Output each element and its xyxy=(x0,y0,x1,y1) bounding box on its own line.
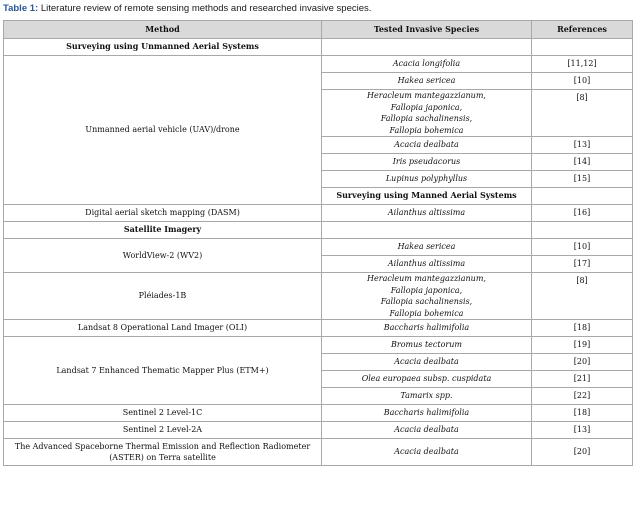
table-row xyxy=(4,337,633,354)
table-row xyxy=(4,56,633,73)
species-cell: Baccharis halimifolia xyxy=(322,405,532,422)
section-heading-satellite: Satellite Imagery xyxy=(4,222,322,239)
table-row xyxy=(4,273,633,320)
method-line: (ASTER) on Terra satellite xyxy=(109,453,216,462)
species-cell: Ailanthus altissima xyxy=(322,205,532,222)
table-row xyxy=(4,405,633,422)
reference-cell: [15] xyxy=(532,171,633,188)
method-cell: Digital aerial sketch mapping (DASM) xyxy=(4,205,322,222)
species-cell: Hakea sericea xyxy=(322,73,532,90)
reference-cell: [13] xyxy=(532,422,633,439)
section-row xyxy=(4,39,633,56)
reference-cell: [10] xyxy=(532,239,633,256)
species-line: Fallopia japonica, xyxy=(390,285,463,295)
reference-cell: [19] xyxy=(532,337,633,354)
species-cell: Acacia dealbata xyxy=(322,422,532,439)
species-cell: Lupinus polyphyllus xyxy=(322,171,532,188)
species-cell: Acacia dealbata xyxy=(322,439,532,466)
species-line: Fallopia bohemica xyxy=(389,308,464,318)
header-row xyxy=(4,21,633,39)
method-cell: Unmanned aerial vehicle (UAV)/drone xyxy=(4,56,322,205)
section-row xyxy=(4,222,633,239)
col-header-species: Tested Invasive Species xyxy=(322,21,532,39)
method-cell: Pléiades-1B xyxy=(4,273,322,320)
section-heading-manned: Surveying using Manned Aerial Systems xyxy=(322,188,532,205)
empty-cell xyxy=(322,39,532,56)
reference-cell: [8] xyxy=(532,90,633,137)
section-heading-uas: Surveying using Unmanned Aerial Systems xyxy=(4,39,322,56)
table-row xyxy=(4,239,633,256)
empty-cell xyxy=(532,222,633,239)
species-line: Fallopia bohemica xyxy=(389,125,464,135)
table-row xyxy=(4,320,633,337)
method-cell: Landsat 8 Operational Land Imager (OLI) xyxy=(4,320,322,337)
species-line: Fallopia sachalinensis, xyxy=(380,297,473,306)
col-header-method: Method xyxy=(4,21,322,39)
caption-text: Literature review of remote sensing methods and researched invasive species. xyxy=(38,3,372,14)
table-caption xyxy=(3,3,371,14)
literature-review-table xyxy=(3,20,633,466)
species-cell: Acacia dealbata xyxy=(322,354,532,371)
species-cell xyxy=(322,273,532,320)
reference-cell: [13] xyxy=(532,137,633,154)
reference-cell: [18] xyxy=(532,320,633,337)
species-cell xyxy=(322,90,532,137)
method-cell: WorldView-2 (WV2) xyxy=(4,239,322,273)
table-row xyxy=(4,205,633,222)
reference-cell: [21] xyxy=(532,371,633,388)
species-cell: Baccharis halimifolia xyxy=(322,320,532,337)
species-cell: Tamarix spp. xyxy=(322,388,532,405)
empty-cell xyxy=(322,222,532,239)
species-line: Fallopia sachalinensis, xyxy=(380,114,473,123)
method-cell: Sentinel 2 Level-1C xyxy=(4,405,322,422)
table-row xyxy=(4,422,633,439)
method-line: The Advanced Spaceborne Thermal Emission and Reflection Radiometer xyxy=(14,441,311,451)
reference-cell: [20] xyxy=(532,439,633,466)
species-cell: Bromus tectorum xyxy=(322,337,532,354)
reference-cell: [18] xyxy=(532,405,633,422)
reference-cell: [20] xyxy=(532,354,633,371)
species-cell: Acacia longifolia xyxy=(322,56,532,73)
reference-cell: [17] xyxy=(532,256,633,273)
empty-cell xyxy=(532,188,633,205)
species-line: Heracleum mantegazzianum, xyxy=(367,274,486,283)
caption-label: Table 1: xyxy=(3,3,39,14)
species-cell: Acacia dealbata xyxy=(322,137,532,154)
method-cell: Sentinel 2 Level-2A xyxy=(4,422,322,439)
col-header-references: References xyxy=(532,21,633,39)
species-cell: Ailanthus altissima xyxy=(322,256,532,273)
species-cell: Iris pseudacorus xyxy=(322,154,532,171)
reference-cell: [10] xyxy=(532,73,633,90)
species-cell: Olea europaea subsp. cuspidata xyxy=(322,371,532,388)
table-row xyxy=(4,439,633,466)
species-line: Heracleum mantegazzianum, xyxy=(367,91,486,100)
reference-cell: [11,12] xyxy=(532,56,633,73)
reference-cell: [14] xyxy=(532,154,633,171)
reference-cell: [16] xyxy=(532,205,633,222)
reference-cell: [22] xyxy=(532,388,633,405)
reference-cell: [8] xyxy=(532,273,633,320)
empty-cell xyxy=(532,39,633,56)
species-cell: Hakea sericea xyxy=(322,239,532,256)
method-cell: Landsat 7 Enhanced Thematic Mapper Plus (ETM+) xyxy=(4,337,322,405)
method-cell xyxy=(4,439,322,466)
species-line: Fallopia japonica, xyxy=(390,102,463,112)
